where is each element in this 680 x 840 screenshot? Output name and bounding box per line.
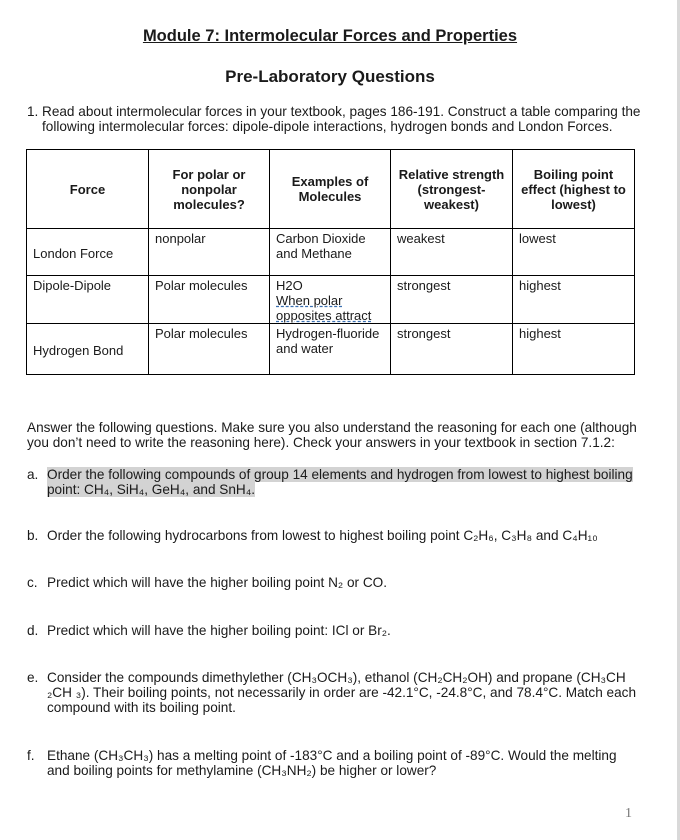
cell-strength: strongest [391, 324, 513, 375]
question-d-letter: d. [27, 623, 39, 638]
cell-examples-line2: When polar opposites attract [276, 293, 372, 323]
question-b-letter: b. [27, 528, 39, 543]
question-b [27, 528, 637, 543]
table-row [27, 229, 635, 276]
question-e-text: Consider the compounds dimethylether (CH₃OCH₃), ethanol (CH₂CH₂OH) and propane (CH₃CH ₂CH ₃). Their boiling points, not necessarily in order are -42.1°C, -24.8°C, and 78.4°C. Match each compound with its boiling point. [47, 670, 637, 715]
instructions-paragraph: Answer the following questions. Make sure you also understand the reasoning for each one (although you don’t need to write the reasoning here). Check your answers in your textbook in section 7.1.2: [27, 420, 637, 450]
header-strength: Relative strength (strongest-weakest) [391, 150, 513, 229]
question-a-text: Order the following compounds of group 14 elements and hydrogen from lowest to highest boiling point: CH₄, SiH₄, GeH₄, and SnH₄. [47, 467, 633, 497]
header-force: Force [27, 150, 149, 229]
forces-table [26, 149, 635, 375]
cell-boiling: highest [513, 324, 635, 375]
question-e [27, 670, 637, 715]
cell-examples [270, 276, 391, 324]
cell-boiling: highest [513, 276, 635, 324]
cell-polarity: Polar molecules [149, 276, 270, 324]
cell-force: London Force [27, 229, 149, 276]
cell-examples: Hydrogen-fluoride and water [270, 324, 391, 375]
cell-examples-line1: H2O [276, 278, 303, 293]
header-examples: Examples of Molecules [270, 150, 391, 229]
question-c-letter: c. [27, 575, 38, 590]
page-number: 1 [625, 806, 632, 821]
module-title: Module 7: Intermolecular Forces and Properties [142, 27, 518, 45]
table-header-row [27, 150, 635, 229]
question-f-text: Ethane (CH₃CH₃) has a melting point of -183°C and a boiling point of -89°C. Would the melting and boiling points for methylamine (CH₃NH₂) be higher or lower? [47, 748, 617, 778]
header-boiling: Boiling point effect (highest to lowest) [513, 150, 635, 229]
cell-examples: Carbon Dioxide and Methane [270, 229, 391, 276]
question-c-text: Predict which will have the higher boiling point N₂ or CO. [47, 575, 387, 590]
question-c [27, 575, 637, 590]
table-row [27, 324, 635, 375]
header-polarity: For polar or nonpolar molecules? [149, 150, 270, 229]
cell-polarity: nonpolar [149, 229, 270, 276]
question-b-text: Order the following hydrocarbons from lowest to highest boiling point C₂H₆, C₃H₈ and C₄H₁₀ [47, 528, 598, 543]
question-f [27, 748, 637, 778]
question-f-letter: f. [27, 748, 35, 763]
question-d-text: Predict which will have the higher boiling point: ICl or Br₂. [47, 623, 391, 638]
table-row [27, 276, 635, 324]
question-1-number: 1. [27, 104, 39, 119]
question-e-letter: e. [27, 670, 39, 685]
question-a [27, 467, 637, 497]
question-a-letter: a. [27, 467, 39, 482]
cell-strength: strongest [391, 276, 513, 324]
question-1 [27, 104, 657, 134]
cell-boiling: lowest [513, 229, 635, 276]
question-1-text: Read about intermolecular forces in your textbook, pages 186-191. Construct a table comparing the following intermolecular forces: dipole-dipole interactions, hydrogen bonds and London Forces. [42, 104, 641, 134]
cell-force: Dipole-Dipole [27, 276, 149, 324]
cell-polarity: Polar molecules [149, 324, 270, 375]
question-d [27, 623, 637, 638]
section-title: Pre-Laboratory Questions [225, 67, 435, 86]
cell-strength: weakest [391, 229, 513, 276]
cell-force: Hydrogen Bond [27, 324, 149, 375]
